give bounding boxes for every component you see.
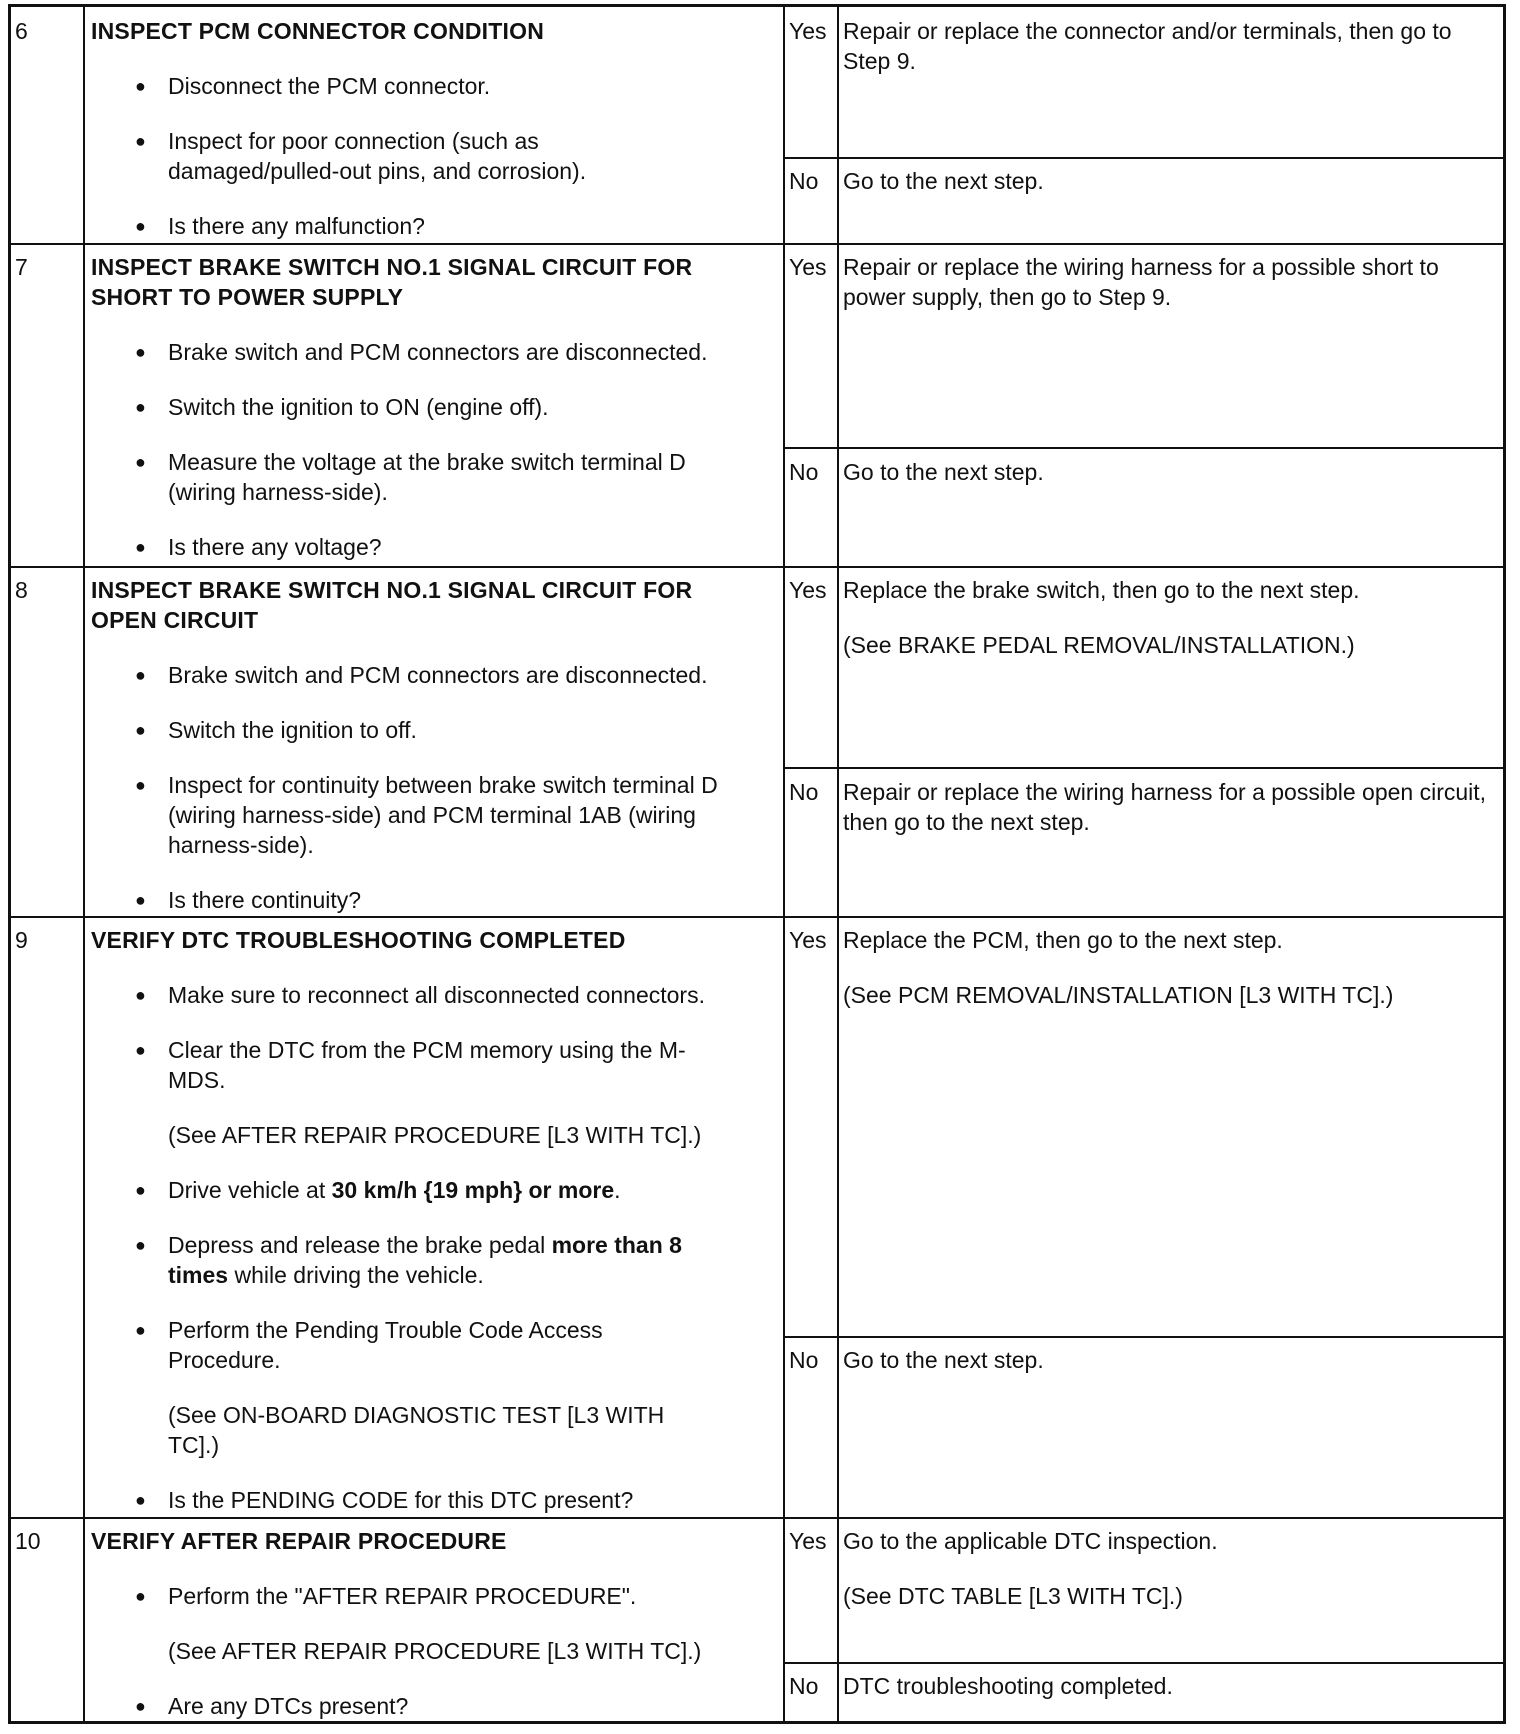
bullet-item xyxy=(91,770,751,860)
yes-label: Yes xyxy=(789,1528,827,1554)
action-text: Repair or replace the connector and/or terminals, then go to Step 9. xyxy=(843,18,1452,74)
bullet-text: Brake switch and PCM connectors are disconnected. xyxy=(168,339,708,365)
bullet-text: Is there any voltage? xyxy=(168,534,382,560)
step-bullets xyxy=(91,1581,751,1721)
step-bullets xyxy=(91,660,751,915)
step-bullets xyxy=(91,337,751,562)
bullet-text: while driving the vehicle. xyxy=(228,1262,484,1288)
troubleshooting-table xyxy=(8,4,1506,1724)
bullet-text: Disconnect the PCM connector. xyxy=(168,73,491,99)
bullet-text: Measure the voltage at the brake switch terminal D (wiring harness-side). xyxy=(168,449,686,505)
step-number: 9 xyxy=(15,927,28,953)
no-label: No xyxy=(789,459,819,485)
no-action xyxy=(843,166,1495,196)
yes-action xyxy=(843,925,1495,1010)
action-text: Replace the PCM, then go to the next step. xyxy=(843,927,1283,953)
see-reference: (See AFTER REPAIR PROCEDURE [L3 WITH TC].) xyxy=(168,1638,702,1664)
step-title: VERIFY DTC TROUBLESHOOTING COMPLETED xyxy=(91,927,626,953)
bullet-text: Depress and release the brake pedal xyxy=(168,1232,552,1258)
action-text: Replace the brake switch, then go to the next step. xyxy=(843,577,1360,603)
see-reference: (See PCM REMOVAL/INSTALLATION [L3 WITH TC].) xyxy=(843,982,1394,1008)
step-number: 7 xyxy=(15,254,28,280)
step-number: 10 xyxy=(15,1528,41,1554)
step-number: 8 xyxy=(15,577,28,603)
step-content xyxy=(91,575,751,915)
bullet-item xyxy=(91,1691,751,1721)
step-row-10 xyxy=(11,1518,1503,1724)
bullet-item xyxy=(91,392,751,422)
step-content xyxy=(91,925,751,1515)
step-row-9 xyxy=(11,917,1503,1517)
bullet-item xyxy=(91,211,781,241)
bullet-text: Drive vehicle at xyxy=(168,1177,332,1203)
bullet-text: Inspect for continuity between brake switch terminal D (wiring harness-side) and PCM terminal 1AB (wiring harness-side). xyxy=(168,772,718,858)
see-reference: (See DTC TABLE [L3 WITH TC].) xyxy=(843,1583,1183,1609)
bullet-text: . xyxy=(614,1177,621,1203)
bullet-item xyxy=(91,715,751,745)
step-content xyxy=(91,1526,751,1721)
step-title: INSPECT BRAKE SWITCH NO.1 SIGNAL CIRCUIT FOR SHORT TO POWER SUPPLY xyxy=(91,254,693,310)
yes-label: Yes xyxy=(789,577,827,603)
step-bullets xyxy=(91,71,781,241)
yes-label: Yes xyxy=(789,927,827,953)
no-label: No xyxy=(789,779,819,805)
step-bullets xyxy=(91,980,751,1515)
no-label: No xyxy=(789,1347,819,1373)
no-label: No xyxy=(789,168,819,194)
bullet-item xyxy=(91,1315,751,1460)
see-reference: (See ON-BOARD DIAGNOSTIC TEST [L3 WITH TC].) xyxy=(168,1402,665,1458)
no-action xyxy=(843,457,1495,487)
yes-action xyxy=(843,1526,1495,1611)
bullet-item xyxy=(91,885,751,915)
bullet-item xyxy=(91,126,781,186)
yes-label: Yes xyxy=(789,254,827,280)
bullet-text: Is the PENDING CODE for this DTC present? xyxy=(168,1487,634,1513)
step-content xyxy=(91,252,751,562)
bullet-text: Inspect for poor connection (such as damaged/pulled-out pins, and corrosion). xyxy=(168,128,587,184)
see-reference: (See AFTER REPAIR PROCEDURE [L3 WITH TC].) xyxy=(168,1122,702,1148)
bullet-text: Clear the DTC from the PCM memory using the M-MDS. xyxy=(168,1037,686,1093)
action-text: Repair or replace the wiring harness for a possible open circuit, then go to the next step. xyxy=(843,779,1487,835)
bullet-item xyxy=(91,447,751,507)
bullet-text: Make sure to reconnect all disconnected connectors. xyxy=(168,982,705,1008)
no-label: No xyxy=(789,1673,819,1699)
action-text: Go to the applicable DTC inspection. xyxy=(843,1528,1218,1554)
bullet-text: Is there continuity? xyxy=(168,887,362,913)
bullet-text: Brake switch and PCM connectors are disconnected. xyxy=(168,662,708,688)
bullet-item xyxy=(91,71,781,101)
no-action xyxy=(843,777,1495,837)
bullet-emphasis: 30 km/h {19 mph} or more xyxy=(331,1177,615,1203)
bullet-item xyxy=(91,337,751,367)
yes-action xyxy=(843,252,1495,312)
bullet-item xyxy=(91,1485,751,1515)
step-row-8 xyxy=(11,567,1503,916)
no-action xyxy=(843,1671,1495,1701)
bullet-text: Are any DTCs present? xyxy=(168,1693,409,1719)
bullet-text: Perform the "AFTER REPAIR PROCEDURE". xyxy=(168,1583,637,1609)
step-title: INSPECT BRAKE SWITCH NO.1 SIGNAL CIRCUIT FOR OPEN CIRCUIT xyxy=(91,577,693,633)
bullet-item xyxy=(91,1175,751,1205)
bullet-emphasis: more than 8 times xyxy=(168,1232,682,1288)
step-title: INSPECT PCM CONNECTOR CONDITION xyxy=(91,18,545,44)
action-text: Go to the next step. xyxy=(843,1347,1044,1373)
bullet-item xyxy=(91,532,751,562)
yes-action xyxy=(843,575,1495,660)
step-row-6 xyxy=(11,7,1503,243)
bullet-item xyxy=(91,1035,751,1150)
step-row-7 xyxy=(11,244,1503,566)
see-reference: (See BRAKE PEDAL REMOVAL/INSTALLATION.) xyxy=(843,632,1355,658)
action-text: DTC troubleshooting completed. xyxy=(843,1673,1173,1699)
step-title: VERIFY AFTER REPAIR PROCEDURE xyxy=(91,1528,507,1554)
no-action xyxy=(843,1345,1495,1375)
yes-action xyxy=(843,16,1495,76)
bullet-text: Is there any malfunction? xyxy=(168,213,425,239)
bullet-text: Switch the ignition to off. xyxy=(168,717,417,743)
step-number: 6 xyxy=(15,18,28,44)
bullet-item xyxy=(91,980,751,1010)
bullet-item xyxy=(91,1230,751,1290)
action-text: Go to the next step. xyxy=(843,168,1044,194)
yes-label: Yes xyxy=(789,18,827,44)
bullet-item xyxy=(91,660,751,690)
bullet-item xyxy=(91,1581,751,1666)
bullet-text: Perform the Pending Trouble Code Access Procedure. xyxy=(168,1317,603,1373)
action-text: Repair or replace the wiring harness for a possible short to power supply, then go to Step 9. xyxy=(843,254,1439,310)
step-content xyxy=(91,16,781,241)
bullet-text: Switch the ignition to ON (engine off). xyxy=(168,394,549,420)
action-text: Go to the next step. xyxy=(843,459,1044,485)
